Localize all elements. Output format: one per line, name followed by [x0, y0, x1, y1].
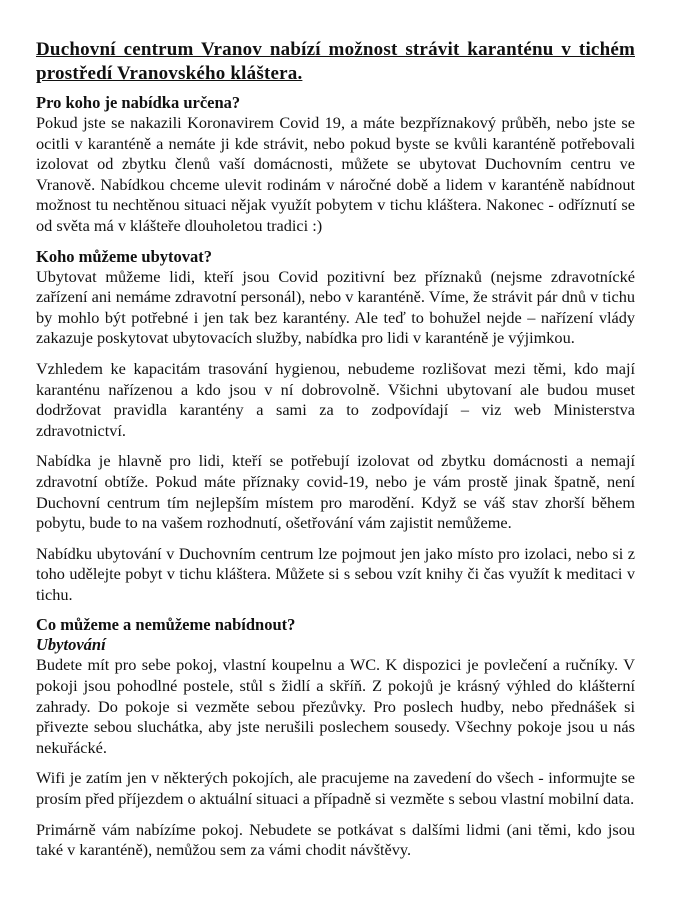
section-what-we-offer — [36, 615, 635, 860]
paragraph: Nabídku ubytování v Duchovním centrum lze pojmout jen jako místo pro izolaci, nebo si z toho udělejte pobyt v tichu kláštera. Můžete si s sebou vzít knihy či čas využít k meditaci v tichu. — [36, 543, 635, 604]
section-heading: Koho můžeme ubytovat? — [36, 246, 212, 266]
section-heading: Co můžeme a nemůžeme nabídnout? — [36, 615, 296, 635]
section-who-for — [36, 93, 635, 237]
section-heading: Pro koho je nabídka určena? — [36, 93, 241, 112]
paragraph: Pokud jste se nakazili Koronavirem Covid 19, a máte bezpříznakový průběh, nebo jste se ocitli v karanténě a nemáte ji kde strávit, nebo pokud byste se kvůli karanténě potřebovali izolovat od zbytku členů vaší domácnosti, můžete se ubytovat Duchovním centru ve Vranově. Nabídkou chceme ulevit rodinám v náročné době a lidem v karanténě nabídnout možnost tu nechtěnou situaci nějak využít pobytem v tichu kláštera. Nakonec - odříznutí se od světa má v klášteře dlouholetou tradici :) — [36, 113, 635, 235]
paragraph: Ubytovat můžeme lidi, kteří jsou Covid pozitivní bez příznaků (nejsme zdravotnícké zařízení ani nemáme zdravotní personál), nebo v karanténě. Víme, že strávit pár dnů v tichu by mohlo být potřebné i jen tak bez karantény. Ale teď to bohužel nejde – nařízení vlády zakazuje poskytovat ubytovacích služby, nabídka pro lidi v karanténě je výjimkou. — [36, 266, 635, 348]
section-subheading: Ubytování — [36, 635, 106, 655]
paragraph: Vzhledem ke kapacitám trasování hygienou, nebudeme rozlišovat mezi těmi, kdo mají karanténu nařízenou a kdo jsou v ní dobrovolně. Všichni ubytovaní ale budou muset dodržovat pravidla karantény a sami za to zodpovídají – viz web Ministerstva zdravotnictví. — [36, 358, 635, 440]
paragraph: Budete mít pro sebe pokoj, vlastní koupelnu a WC. K dispozici je povlečení a ručníky. V pokoji jsou pohodlné postele, stůl s židlí a skříň. Z pokojů je krásný výhled do klášterní zahrady. Do pokoje si vezměte sebou přezůvky. Pro poslech hudby, nebo přednášek si přivezte sebou sluchátka, aby jste nerušili poslechem sousedy. Všechny pokoje jsou u nás nekuřácké. — [36, 655, 635, 757]
section-who-can-stay — [36, 247, 635, 606]
paragraph: Nabídka je hlavně pro lidi, kteří se potřebují izolovat od zbytku domácnosti a nemají zdravotní obtíže. Pokud máte příznaky covid-19, nebo je vám prostě jinak špatně, není Duchovní centrum tím nejlepším místem pro marodění. Když se váš stav zhorší během pobytu, bude to na vašem rozhodnutí, ošetřování vám zajistit nemůžeme. — [36, 451, 635, 533]
paragraph: Primárně vám nabízíme pokoj. Nebudete se potkávat s dalšími lidmi (ani těmi, kdo jsou také v karanténě), nemůžou sem za vámi chodit návštěvy. — [36, 819, 635, 860]
document-title: Duchovní centrum Vranov nabízí možnost strávit karanténu v tichém prostředí Vranovského kláštera. — [36, 39, 635, 84]
paragraph: Wifi je zatím jen v některých pokojích, ale pracujeme na zavedení do všech - informujte se prosím před příjezdem o aktuální situaci a případně si vezměte s sebou vlastní mobilní data. — [36, 768, 635, 809]
